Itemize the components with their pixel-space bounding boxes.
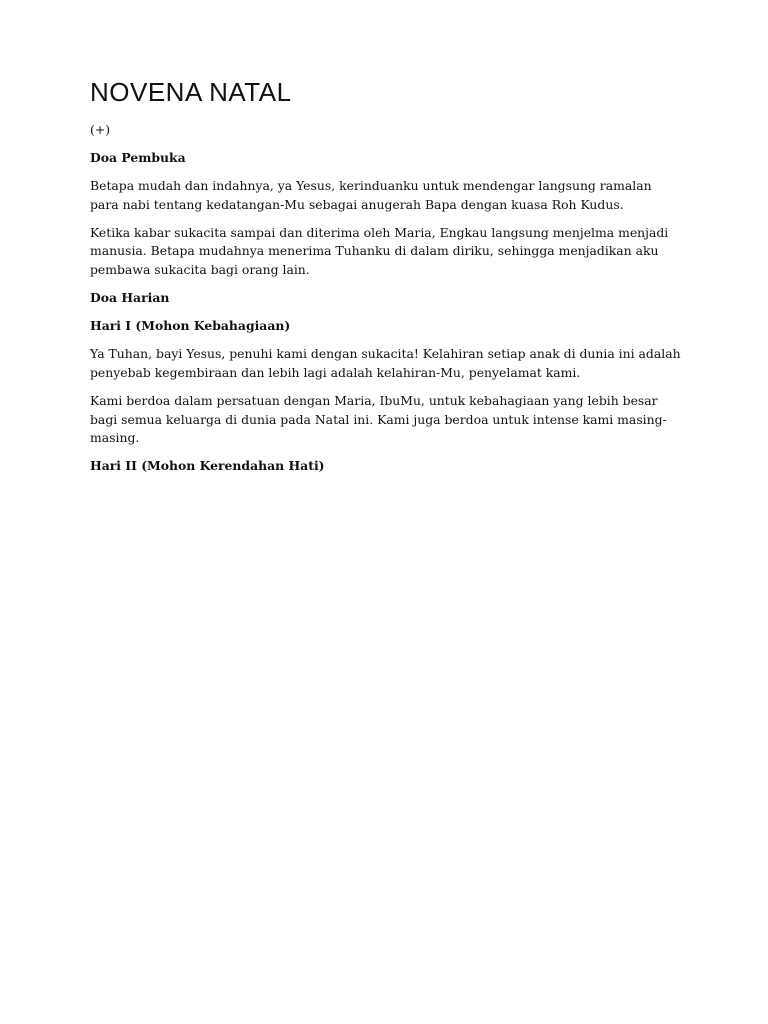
paragraph-hari-1-a: Ya Tuhan, bayi Yesus, penuhi kami dengan sukacita! Kelahiran setiap anak di dunia ini adalah penyebab kegembiraan dan lebih lagi adalah kelahiran-Mu, penyelamat kami.	[90, 346, 681, 380]
heading-hari-1: Hari I (Mohon Kebahagiaan)	[90, 318, 291, 334]
heading-hari-2: Hari II (Mohon Kerendahan Hati)	[90, 458, 325, 474]
paragraph-hari-1-b: Kami berdoa dalam persatuan dengan Maria, IbuMu, untuk kebahagiaan yang lebih besar bagi semua keluarga di dunia pada Natal ini. Kami juga berdoa untuk intense kami masing-masing.	[90, 393, 667, 446]
cross-sign: (+)	[90, 122, 111, 137]
paragraph-pembuka-1: Betapa mudah dan indahnya, ya Yesus, kerinduanku untuk mendengar langsung ramalan para nabi tentang kedatangan-Mu sebagai anugerah Bapa dengan kuasa Roh Kudus.	[90, 178, 652, 212]
document-body	[90, 121, 682, 485]
paragraph-pembuka-2: Ketika kabar sukacita sampai dan diterima oleh Maria, Engkau langsung menjelma menjadi manusia. Betapa mudahnya menerima Tuhanku di dalam diriku, sehingga menjadikan aku pembawa sukacita bagi orang lain.	[90, 224, 669, 278]
heading-doa-harian: Doa Harian	[90, 290, 170, 306]
heading-doa-pembuka: Doa Pembuka	[90, 150, 186, 166]
document-title: NOVENA NATAL	[90, 77, 292, 107]
